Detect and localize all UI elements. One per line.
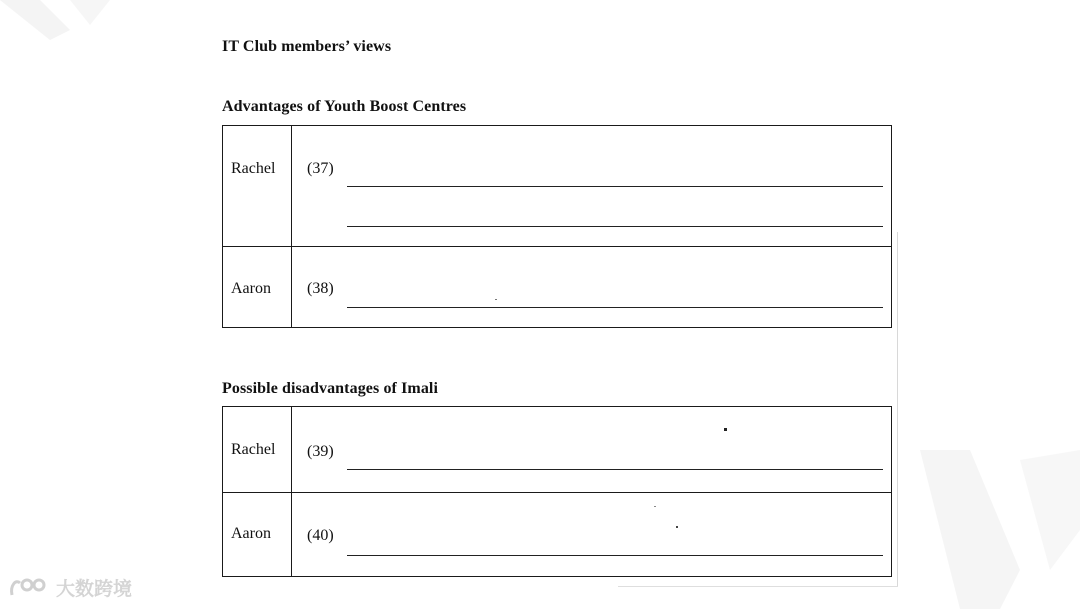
watermark-text: 大数跨境 bbox=[56, 578, 133, 600]
question-number: (38) bbox=[307, 280, 334, 297]
section-heading-advantages: Advantages of Youth Boost Centres bbox=[222, 98, 467, 115]
question-number: (40) bbox=[307, 527, 334, 544]
question-number: (39) bbox=[307, 443, 334, 460]
member-name: Rachel bbox=[231, 160, 276, 177]
watermark-logo-icon bbox=[8, 575, 52, 601]
watermark bbox=[8, 574, 132, 601]
page-title: IT Club members’ views bbox=[222, 38, 392, 55]
member-name: Rachel bbox=[231, 441, 276, 458]
section-heading-disadvantages: Possible disadvantages of Imali bbox=[222, 380, 439, 397]
member-name: Aaron bbox=[231, 525, 271, 542]
member-name: Aaron bbox=[231, 280, 271, 297]
question-number: (37) bbox=[307, 160, 334, 177]
